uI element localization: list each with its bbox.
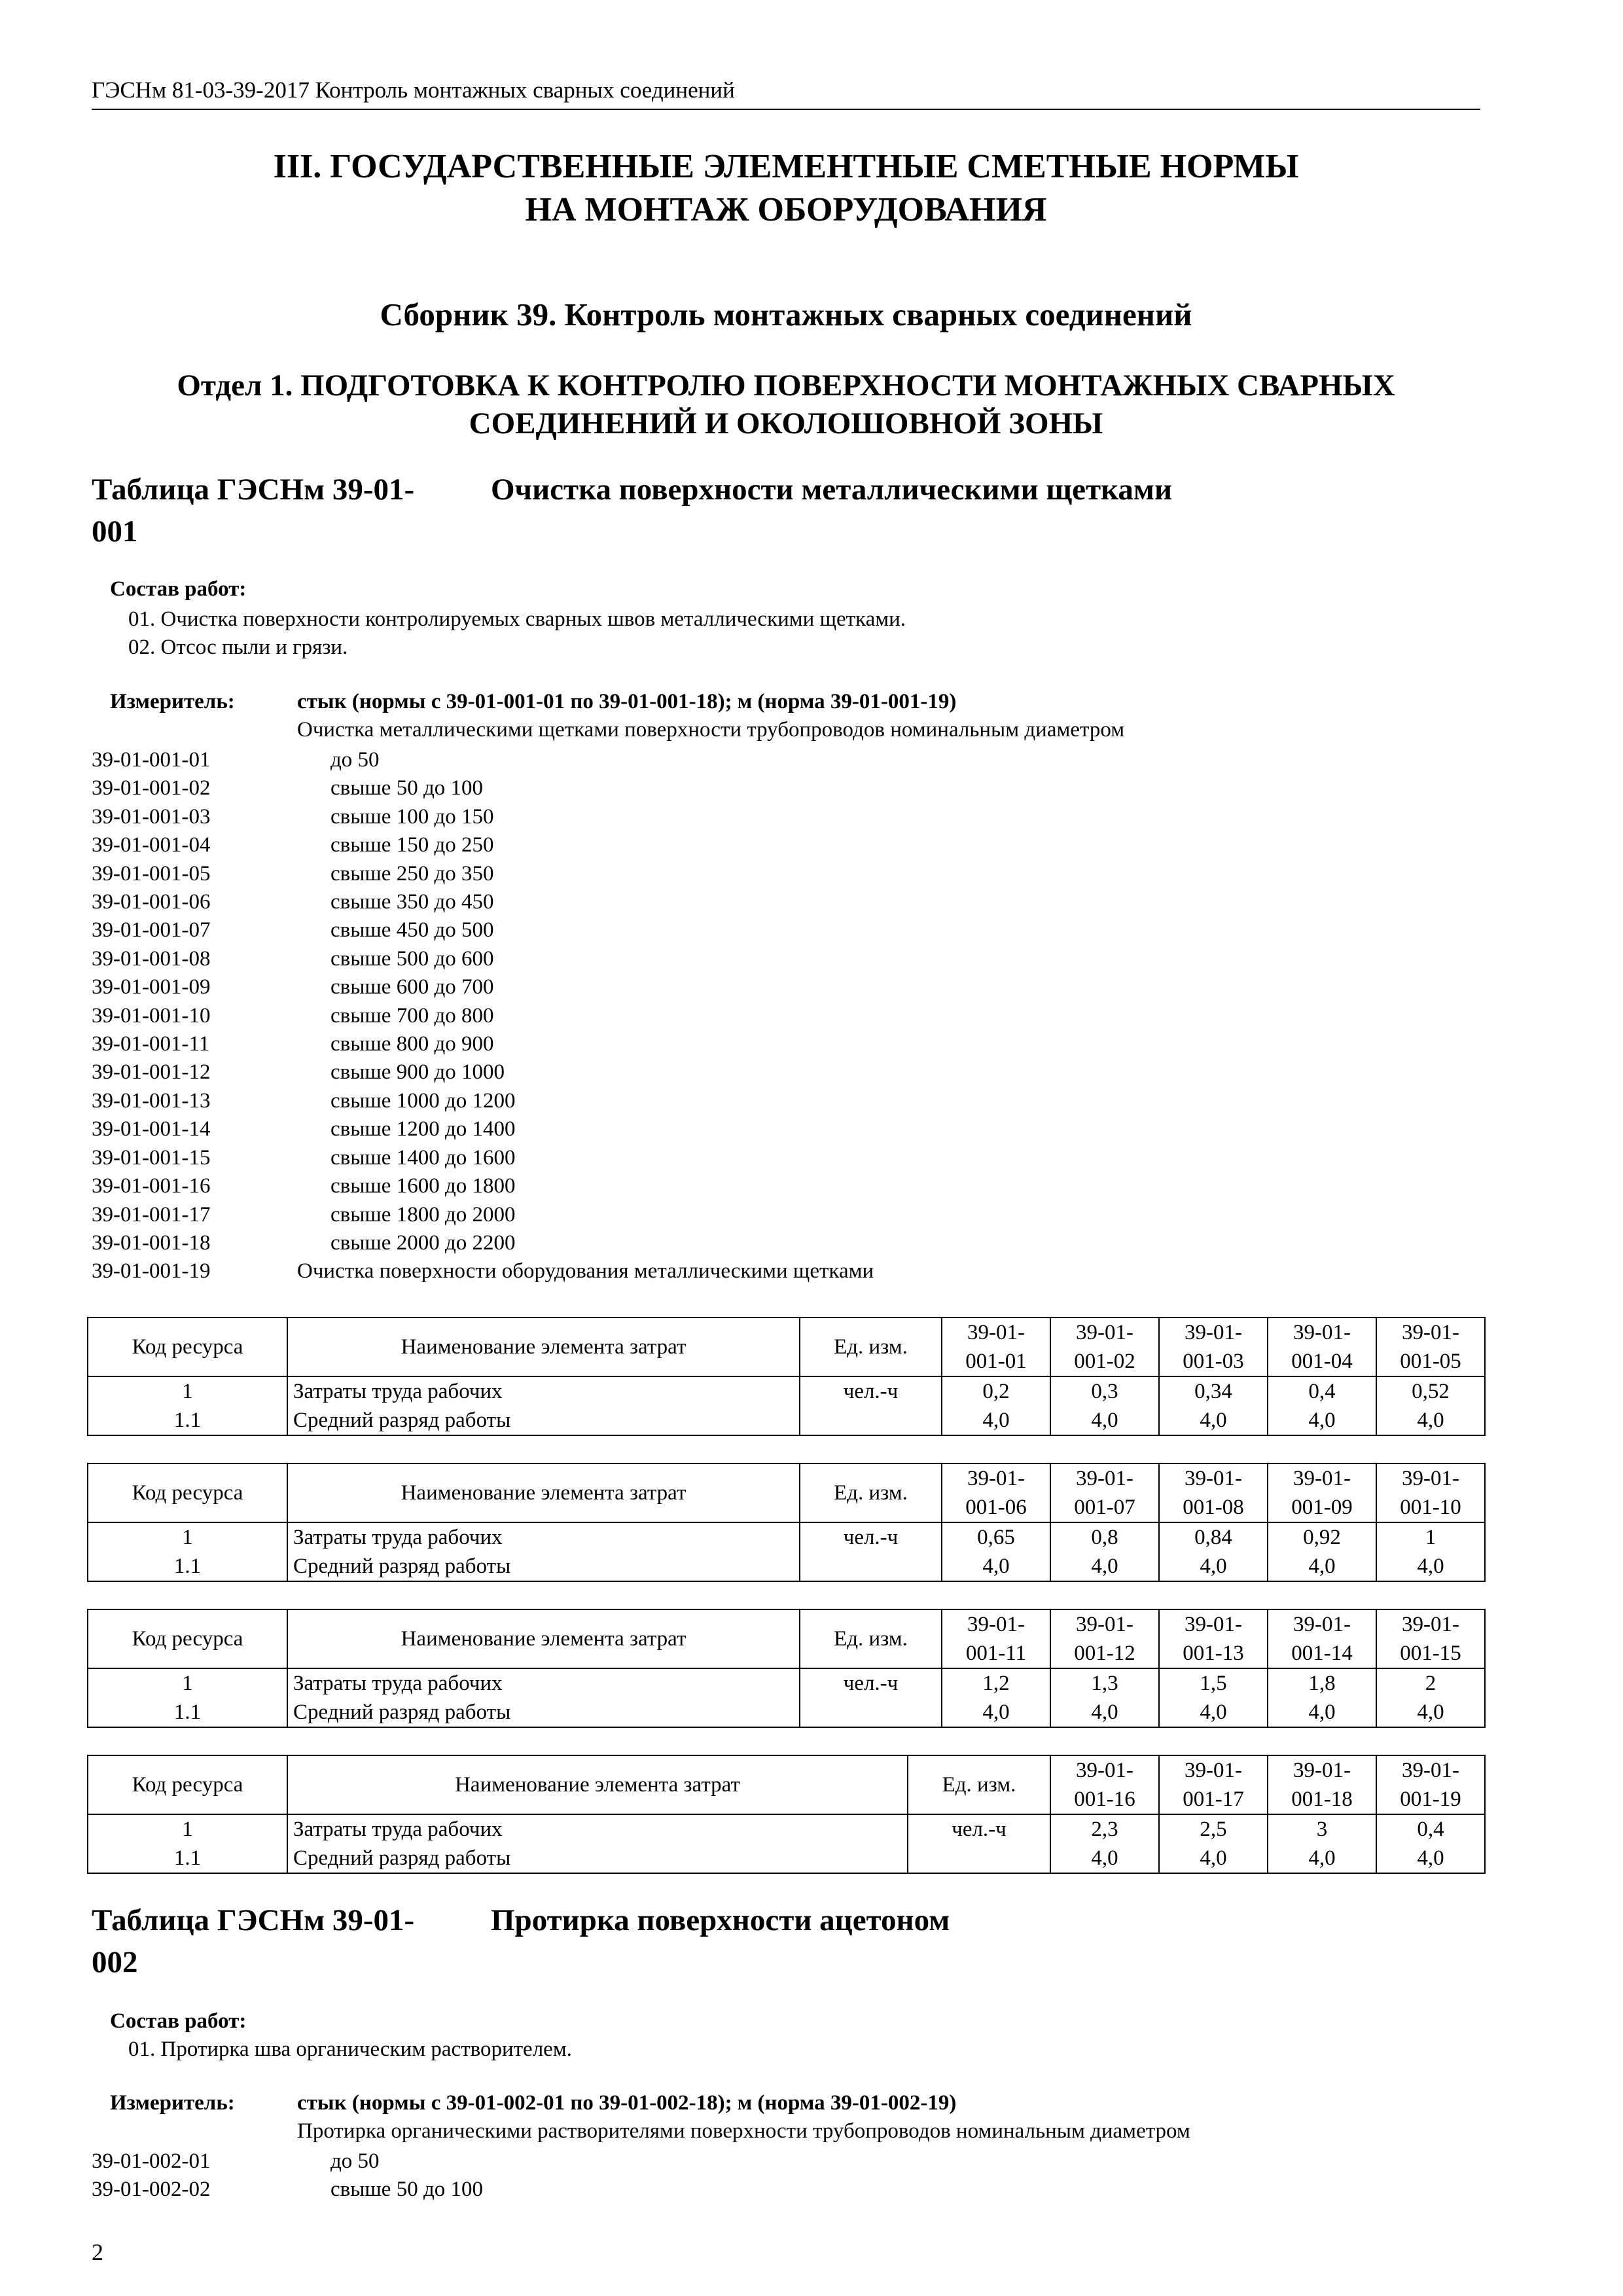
norm-code: 39-01-001-18 bbox=[92, 1230, 211, 1255]
norm-column-prefix: 39-01- bbox=[967, 1613, 1025, 1636]
norm-code: 39-01-001-06 bbox=[92, 890, 211, 914]
part-title-line1: III. ГОСУДАРСТВЕННЫЕ ЭЛЕМЕНТНЫЕ СМЕТНЫЕ НОРМЫ bbox=[273, 148, 1299, 185]
norm-desc: свыше 2000 до 2200 bbox=[330, 1230, 516, 1255]
norm-column-prefix: 39-01- bbox=[1293, 1759, 1351, 1782]
header-name: Наименование элемента затрат bbox=[287, 1463, 800, 1522]
header-norm-column bbox=[1376, 1463, 1485, 1522]
norm-column-suffix: 001-15 bbox=[1400, 1641, 1461, 1665]
header-norm-column bbox=[1159, 1463, 1268, 1522]
header-norm-column bbox=[1376, 1318, 1485, 1376]
norm-code: 39-01-001-05 bbox=[92, 861, 211, 886]
resource-unit bbox=[800, 1406, 942, 1435]
labor-value: 2 bbox=[1376, 1668, 1485, 1698]
norm-code: 39-01-001-11 bbox=[92, 1032, 210, 1056]
table2-works-label: Состав работ: bbox=[110, 2009, 247, 2033]
header-norm-column bbox=[942, 1609, 1050, 1668]
table2-number-line2: 002 bbox=[92, 1945, 138, 1979]
norm-code: 39-01-001-07 bbox=[92, 918, 211, 942]
resource-code: 1.1 bbox=[88, 1844, 287, 1873]
labor-value: 0,4 bbox=[1268, 1376, 1376, 1406]
norm-code: 39-01-001-16 bbox=[92, 1174, 211, 1198]
norm-column-prefix: 39-01- bbox=[967, 1467, 1025, 1490]
norm-column-suffix: 001-17 bbox=[1183, 1787, 1244, 1811]
norm-column-prefix: 39-01- bbox=[1076, 1467, 1133, 1490]
norm-desc: свыше 50 до 100 bbox=[330, 776, 483, 800]
norm-column-suffix: 001-13 bbox=[1183, 1641, 1244, 1665]
table2-norm-descs bbox=[330, 2147, 483, 2204]
resource-name: Затраты труда рабочих bbox=[287, 1376, 800, 1406]
section-title bbox=[92, 367, 1480, 442]
header-code: Код ресурса bbox=[88, 1463, 287, 1522]
norm-desc: свыше 350 до 450 bbox=[330, 890, 494, 914]
header-unit: Ед. изм. bbox=[908, 1755, 1050, 1814]
norm-code: 39-01-001-14 bbox=[92, 1117, 211, 1141]
norm-column-prefix: 39-01- bbox=[1402, 1759, 1459, 1782]
header-norm-column bbox=[1159, 1755, 1268, 1814]
grade-value: 4,0 bbox=[942, 1698, 1050, 1727]
norm-column-suffix: 001-06 bbox=[965, 1496, 1027, 1519]
work-item: 02. Отсос пыли и грязи. bbox=[128, 636, 348, 659]
header-name: Наименование элемента затрат bbox=[287, 1318, 800, 1376]
norm-desc: Очистка поверхности оборудования металлическими щетками bbox=[297, 1259, 874, 1283]
grade-value: 4,0 bbox=[1376, 1844, 1485, 1873]
table1-works-list bbox=[128, 605, 906, 662]
norm-code: 39-01-001-19 bbox=[92, 1259, 211, 1283]
grade-value: 4,0 bbox=[1159, 1698, 1268, 1727]
running-header: ГЭСНм 81-03-39-2017 Контроль монтажных сварных соединений bbox=[92, 77, 735, 103]
header-norm-column bbox=[1159, 1318, 1268, 1376]
norm-column-suffix: 001-10 bbox=[1400, 1496, 1461, 1519]
table2-name: Протирка поверхности ацетоном bbox=[491, 1903, 950, 1937]
norm-desc: свыше 900 до 1000 bbox=[330, 1060, 505, 1085]
norm-desc: свыше 1000 до 1200 bbox=[330, 1088, 516, 1113]
norm-column-prefix: 39-01- bbox=[1293, 1321, 1351, 1344]
table1-number-line2: 001 bbox=[92, 514, 138, 548]
grade-value: 4,0 bbox=[1050, 1406, 1159, 1435]
resource-code: 1.1 bbox=[88, 1552, 287, 1581]
table1-group-desc: Очистка металлическими щетками поверхности трубопроводов номинальным диаметром bbox=[297, 718, 1125, 742]
header-norm-column bbox=[1268, 1318, 1376, 1376]
grade-value: 4,0 bbox=[1376, 1552, 1485, 1581]
part-title bbox=[92, 145, 1480, 232]
cost-table bbox=[87, 1609, 1486, 1728]
resource-name: Средний разряд работы bbox=[287, 1406, 800, 1435]
resource-code: 1.1 bbox=[88, 1698, 287, 1727]
header-unit: Ед. изм. bbox=[800, 1609, 942, 1668]
resource-name: Средний разряд работы bbox=[287, 1698, 800, 1727]
norm-desc: до 50 bbox=[330, 748, 380, 772]
norm-column-suffix: 001-18 bbox=[1291, 1787, 1353, 1811]
norm-desc: свыше 700 до 800 bbox=[330, 1003, 494, 1028]
labor-value: 0,8 bbox=[1050, 1522, 1159, 1552]
norm-code: 39-01-001-01 bbox=[92, 748, 211, 772]
header-name: Наименование элемента затрат bbox=[287, 1755, 908, 1814]
header-norm-column bbox=[1268, 1755, 1376, 1814]
header-norm-column bbox=[1050, 1609, 1159, 1668]
norm-code: 39-01-001-13 bbox=[92, 1088, 211, 1113]
labor-value: 1,3 bbox=[1050, 1668, 1159, 1698]
table2-meter: стык (нормы с 39-01-002-01 по 39-01-002-18); м (норма 39-01-002-19) bbox=[297, 2091, 957, 2115]
cost-table bbox=[87, 1463, 1486, 1582]
norm-desc: свыше 1600 до 1800 bbox=[330, 1174, 516, 1198]
grade-value: 4,0 bbox=[1268, 1552, 1376, 1581]
header-name: Наименование элемента затрат bbox=[287, 1609, 800, 1668]
norm-column-suffix: 001-16 bbox=[1074, 1787, 1135, 1811]
header-norm-column bbox=[942, 1463, 1050, 1522]
norm-code: 39-01-001-04 bbox=[92, 833, 211, 857]
resource-name: Затраты труда рабочих bbox=[287, 1668, 800, 1698]
norm-code: 39-01-001-08 bbox=[92, 946, 211, 971]
table1-works-label: Состав работ: bbox=[110, 577, 247, 601]
table2-number-line1: Таблица ГЭСНм 39-01- bbox=[92, 1903, 415, 1937]
norm-desc: свыше 500 до 600 bbox=[330, 946, 494, 971]
table1-norm-codes bbox=[92, 746, 210, 1286]
norm-code: 39-01-001-10 bbox=[92, 1003, 211, 1028]
grade-value: 4,0 bbox=[942, 1406, 1050, 1435]
grade-value: 4,0 bbox=[1376, 1406, 1485, 1435]
table1-meter: стык (нормы с 39-01-001-01 по 39-01-001-18); м (норма 39-01-001-19) bbox=[297, 690, 957, 713]
part-title-line2: НА МОНТАЖ ОБОРУДОВАНИЯ bbox=[525, 191, 1047, 228]
cost-table bbox=[87, 1317, 1486, 1436]
resource-unit: чел.-ч bbox=[800, 1376, 942, 1406]
norm-code: 39-01-001-02 bbox=[92, 776, 211, 800]
norm-column-suffix: 001-19 bbox=[1400, 1787, 1461, 1811]
header-code: Код ресурса bbox=[88, 1755, 287, 1814]
header-code: Код ресурса bbox=[88, 1609, 287, 1668]
norm-desc: свыше 450 до 500 bbox=[330, 918, 494, 942]
norm-column-prefix: 39-01- bbox=[1076, 1613, 1133, 1636]
resource-code: 1 bbox=[88, 1376, 287, 1406]
labor-value: 2,5 bbox=[1159, 1814, 1268, 1844]
resource-name: Средний разряд работы bbox=[287, 1844, 908, 1873]
labor-value: 0,34 bbox=[1159, 1376, 1268, 1406]
norm-desc: свыше 1800 до 2000 bbox=[330, 1202, 516, 1227]
norm-code: 39-01-001-03 bbox=[92, 804, 211, 829]
labor-value: 0,4 bbox=[1376, 1814, 1485, 1844]
labor-value: 0,2 bbox=[942, 1376, 1050, 1406]
grade-value: 4,0 bbox=[942, 1552, 1050, 1581]
collection-title: Сборник 39. Контроль монтажных сварных соединений bbox=[380, 296, 1192, 332]
norm-column-suffix: 001-03 bbox=[1183, 1350, 1244, 1373]
labor-value: 0,65 bbox=[942, 1522, 1050, 1552]
norm-desc: свыше 1200 до 1400 bbox=[330, 1117, 516, 1141]
norm-column-prefix: 39-01- bbox=[1293, 1467, 1351, 1490]
resource-name: Затраты труда рабочих bbox=[287, 1522, 800, 1552]
labor-value: 1,5 bbox=[1159, 1668, 1268, 1698]
table2-meter-label: Измеритель: bbox=[110, 2091, 235, 2115]
labor-value: 1,8 bbox=[1268, 1668, 1376, 1698]
resource-code: 1 bbox=[88, 1522, 287, 1552]
norm-code: 39-01-001-09 bbox=[92, 975, 211, 999]
header-unit: Ед. изм. bbox=[800, 1318, 942, 1376]
header-unit: Ед. изм. bbox=[800, 1463, 942, 1522]
section-title-line1: Отдел 1. ПОДГОТОВКА К КОНТРОЛЮ ПОВЕРХНОСТИ МОНТАЖНЫХ СВАРНЫХ bbox=[177, 368, 1395, 403]
resource-name: Средний разряд работы bbox=[287, 1552, 800, 1581]
resource-code: 1 bbox=[88, 1668, 287, 1698]
grade-value: 4,0 bbox=[1050, 1552, 1159, 1581]
header-norm-column bbox=[1268, 1463, 1376, 1522]
table2-group-desc: Протирка органическими растворителями поверхности трубопроводов номинальным диаметром bbox=[297, 2119, 1190, 2143]
header-rule bbox=[92, 109, 1480, 110]
table2-number bbox=[92, 1899, 414, 1983]
grade-value: 4,0 bbox=[1268, 1698, 1376, 1727]
resource-unit: чел.-ч bbox=[908, 1814, 1050, 1844]
norm-column-prefix: 39-01- bbox=[1402, 1321, 1459, 1344]
norm-code: 39-01-002-02 bbox=[92, 2178, 211, 2202]
header-norm-column bbox=[1159, 1609, 1268, 1668]
header-norm-column bbox=[1268, 1609, 1376, 1668]
norm-column-prefix: 39-01- bbox=[1185, 1759, 1242, 1782]
header-norm-column bbox=[1376, 1755, 1485, 1814]
labor-value: 0,3 bbox=[1050, 1376, 1159, 1406]
resource-unit: чел.-ч bbox=[800, 1668, 942, 1698]
resource-unit bbox=[800, 1552, 942, 1581]
resource-name: Затраты труда рабочих bbox=[287, 1814, 908, 1844]
resource-unit: чел.-ч bbox=[800, 1522, 942, 1552]
norm-column-suffix: 001-08 bbox=[1183, 1496, 1244, 1519]
norm-code: 39-01-001-12 bbox=[92, 1060, 211, 1085]
norm-column-suffix: 001-02 bbox=[1074, 1350, 1135, 1373]
norm-code: 39-01-001-15 bbox=[92, 1145, 211, 1170]
labor-value: 1 bbox=[1376, 1522, 1485, 1552]
norm-desc: свыше 250 до 350 bbox=[330, 861, 494, 886]
norm-column-suffix: 001-07 bbox=[1074, 1496, 1135, 1519]
norm-column-prefix: 39-01- bbox=[1293, 1613, 1351, 1636]
grade-value: 4,0 bbox=[1159, 1406, 1268, 1435]
labor-value: 2,3 bbox=[1050, 1814, 1159, 1844]
table1-meter-label: Измеритель: bbox=[110, 690, 235, 713]
grade-value: 4,0 bbox=[1050, 1844, 1159, 1873]
norm-column-prefix: 39-01- bbox=[1402, 1467, 1459, 1490]
norm-column-suffix: 001-04 bbox=[1291, 1350, 1353, 1373]
norm-column-prefix: 39-01- bbox=[1185, 1613, 1242, 1636]
cost-table bbox=[87, 1755, 1486, 1874]
norm-code: 39-01-002-01 bbox=[92, 2149, 211, 2173]
resource-code: 1 bbox=[88, 1814, 287, 1844]
grade-value: 4,0 bbox=[1159, 1844, 1268, 1873]
norm-column-suffix: 001-05 bbox=[1400, 1350, 1461, 1373]
labor-value: 0,52 bbox=[1376, 1376, 1485, 1406]
header-norm-column bbox=[1376, 1609, 1485, 1668]
norm-column-prefix: 39-01- bbox=[967, 1321, 1025, 1344]
work-item: 01. Протирка шва органическим растворителем. bbox=[128, 2037, 572, 2061]
grade-value: 4,0 bbox=[1268, 1406, 1376, 1435]
grade-value: 4,0 bbox=[1268, 1844, 1376, 1873]
norm-column-suffix: 001-12 bbox=[1074, 1641, 1135, 1665]
norm-desc: свыше 50 до 100 bbox=[330, 2178, 483, 2202]
norm-desc: свыше 600 до 700 bbox=[330, 975, 494, 999]
grade-value: 4,0 bbox=[1376, 1698, 1485, 1727]
header-norm-column bbox=[1050, 1463, 1159, 1522]
norm-desc: свыше 100 до 150 bbox=[330, 804, 494, 829]
header-norm-column bbox=[942, 1318, 1050, 1376]
norm-column-prefix: 39-01- bbox=[1402, 1613, 1459, 1636]
norm-column-suffix: 001-09 bbox=[1291, 1496, 1353, 1519]
norm-column-suffix: 001-14 bbox=[1291, 1641, 1353, 1665]
resource-unit bbox=[908, 1844, 1050, 1873]
grade-value: 4,0 bbox=[1050, 1698, 1159, 1727]
table1-norm-descs bbox=[297, 746, 874, 1286]
table1-number-line1: Таблица ГЭСНм 39-01- bbox=[92, 473, 415, 507]
page-number: 2 bbox=[92, 2239, 103, 2265]
resource-unit bbox=[800, 1698, 942, 1727]
table1-number bbox=[92, 469, 414, 552]
table2-norm-codes bbox=[92, 2147, 210, 2204]
header-norm-column bbox=[1050, 1755, 1159, 1814]
work-item: 01. Очистка поверхности контролируемых сварных швов металлическими щетками. bbox=[128, 607, 906, 631]
norm-column-prefix: 39-01- bbox=[1076, 1759, 1133, 1782]
labor-value: 0,84 bbox=[1159, 1522, 1268, 1552]
norm-desc: свыше 150 до 250 bbox=[330, 833, 494, 857]
header-code: Код ресурса bbox=[88, 1318, 287, 1376]
resource-code: 1.1 bbox=[88, 1406, 287, 1435]
norm-code: 39-01-001-17 bbox=[92, 1202, 211, 1227]
section-title-line2: СОЕДИНЕНИЙ И ОКОЛОШОВНОЙ ЗОНЫ bbox=[469, 406, 1103, 440]
header-norm-column bbox=[1050, 1318, 1159, 1376]
labor-value: 1,2 bbox=[942, 1668, 1050, 1698]
norm-column-prefix: 39-01- bbox=[1185, 1467, 1242, 1490]
grade-value: 4,0 bbox=[1159, 1552, 1268, 1581]
labor-value: 0,92 bbox=[1268, 1522, 1376, 1552]
norm-column-prefix: 39-01- bbox=[1185, 1321, 1242, 1344]
norm-desc: свыше 1400 до 1600 bbox=[330, 1145, 516, 1170]
table1-name: Очистка поверхности металлическими щетками bbox=[491, 473, 1173, 507]
norm-desc: до 50 bbox=[330, 2149, 380, 2173]
labor-value: 3 bbox=[1268, 1814, 1376, 1844]
norm-column-suffix: 001-11 bbox=[965, 1641, 1027, 1665]
norm-column-suffix: 001-01 bbox=[965, 1350, 1027, 1373]
norm-desc: свыше 800 до 900 bbox=[330, 1032, 494, 1056]
norm-column-prefix: 39-01- bbox=[1076, 1321, 1133, 1344]
